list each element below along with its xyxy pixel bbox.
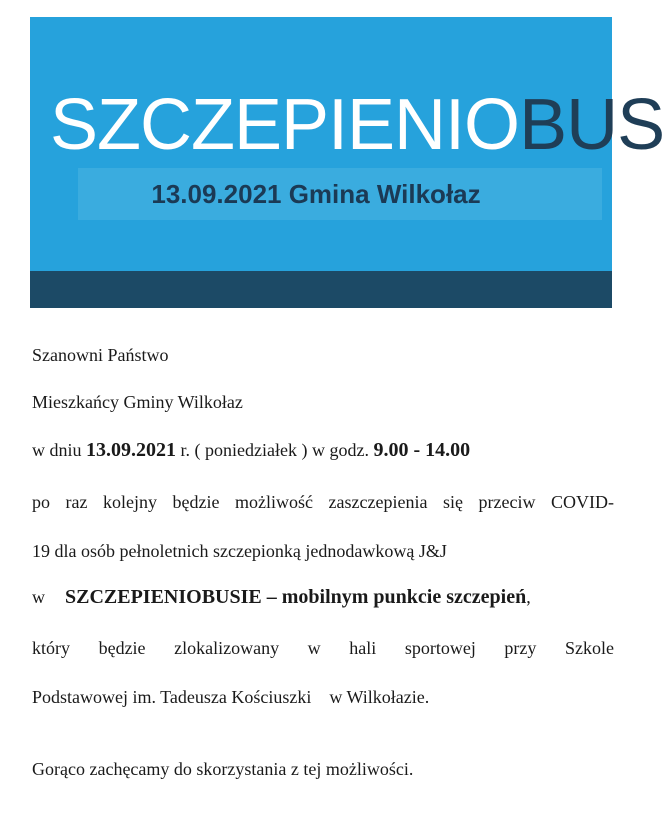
end-time: 14.00 (425, 439, 471, 461)
szczepieniobus-banner (30, 17, 664, 308)
bus-line-bold: SZCZEPIENIOBUSIE – mobilnym punkcie szczepień (65, 586, 527, 608)
vaccination-date: 13.09.2021 (86, 439, 176, 461)
logo-part-szczepienio: SZCZEPIENIO (50, 85, 520, 165)
start-time: 9.00 (373, 439, 409, 461)
date-mid: r. ( poniedziałek ) w godz. (176, 440, 374, 460)
szczepieniobus-logo (50, 77, 664, 173)
addressee: Mieszkańcy Gminy Wilkołaz (32, 392, 243, 412)
bus-line-prefix: w (32, 587, 45, 607)
closing-line: Gorąco zachęcamy do skorzystania z tej możliwości. (32, 759, 414, 779)
banner-date-strip (78, 168, 602, 220)
greeting: Szanowni Państwo (32, 345, 169, 365)
time-separator: - (408, 439, 426, 461)
body-line-vaccine: 19 dla osób pełnoletnich szczepionką jednodawkową J&J (32, 541, 447, 561)
logo-part-bus: BUS (519, 85, 664, 165)
body-line-school: Podstawowej im. Tadeusza Kościuszki w Wilkołazie. (32, 687, 430, 707)
banner-date-text: 13.09.2021 Gmina Wilkołaz (151, 179, 481, 209)
bus-line-suffix: , (526, 587, 531, 607)
body-line-covid: po raz kolejny będzie możliwość zaszczepienia się przeciw COVID- (32, 492, 614, 512)
date-prefix: w dniu (32, 440, 86, 460)
banner-bottom-bar (30, 271, 612, 308)
bus-line (32, 585, 614, 609)
date-time-line (32, 438, 614, 462)
body-line-location: który będzie zlokalizowany w hali sportowej przy Szkole (32, 638, 614, 658)
